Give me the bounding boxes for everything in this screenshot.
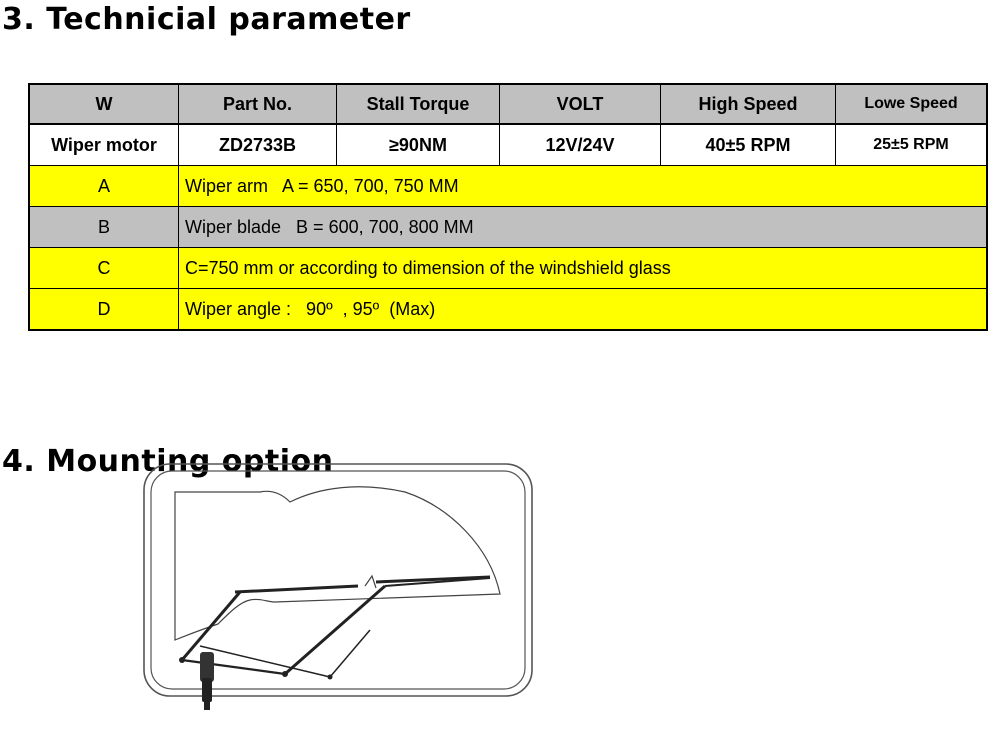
row-key-cell: A — [29, 166, 179, 207]
row-description-cell: C=750 mm or according to dimension of the windshield glass — [179, 248, 988, 289]
table-row — [29, 248, 987, 289]
section-title-technical-parameter: 3. Technicial parameter — [2, 2, 411, 37]
table-header-cell: VOLT — [500, 84, 661, 124]
table-row — [29, 124, 987, 166]
table-cell: ZD2733B — [179, 124, 337, 166]
table-header-row — [29, 84, 987, 124]
row-description-cell: Wiper blade B = 600, 700, 800 MM — [179, 207, 988, 248]
windshield-wiper-diagram-icon — [140, 462, 535, 731]
row-key-cell: B — [29, 207, 179, 248]
table-cell: 12V/24V — [500, 124, 661, 166]
section-title-mounting-option: 4. Mounting option — [2, 444, 334, 479]
table-row — [29, 166, 987, 207]
table-row — [29, 289, 987, 331]
row-key-cell: C — [29, 248, 179, 289]
row-description-cell: Wiper arm A = 650, 700, 750 MM — [179, 166, 988, 207]
table-header-cell: Stall Torque — [337, 84, 500, 124]
table-header-cell: W — [29, 84, 179, 124]
table-header-cell: High Speed — [661, 84, 836, 124]
table-row — [29, 207, 987, 248]
table-cell: ≥90NM — [337, 124, 500, 166]
technical-parameter-table — [28, 83, 988, 331]
table-header-cell: Lowe Speed — [836, 84, 988, 124]
table-cell: 25±5 RPM — [836, 124, 988, 166]
table-header-cell: Part No. — [179, 84, 337, 124]
row-description-cell: Wiper angle : 90º , 95º (Max) — [179, 289, 988, 331]
row-key-cell: D — [29, 289, 179, 331]
table-cell: Wiper motor — [29, 124, 179, 166]
table-cell: 40±5 RPM — [661, 124, 836, 166]
